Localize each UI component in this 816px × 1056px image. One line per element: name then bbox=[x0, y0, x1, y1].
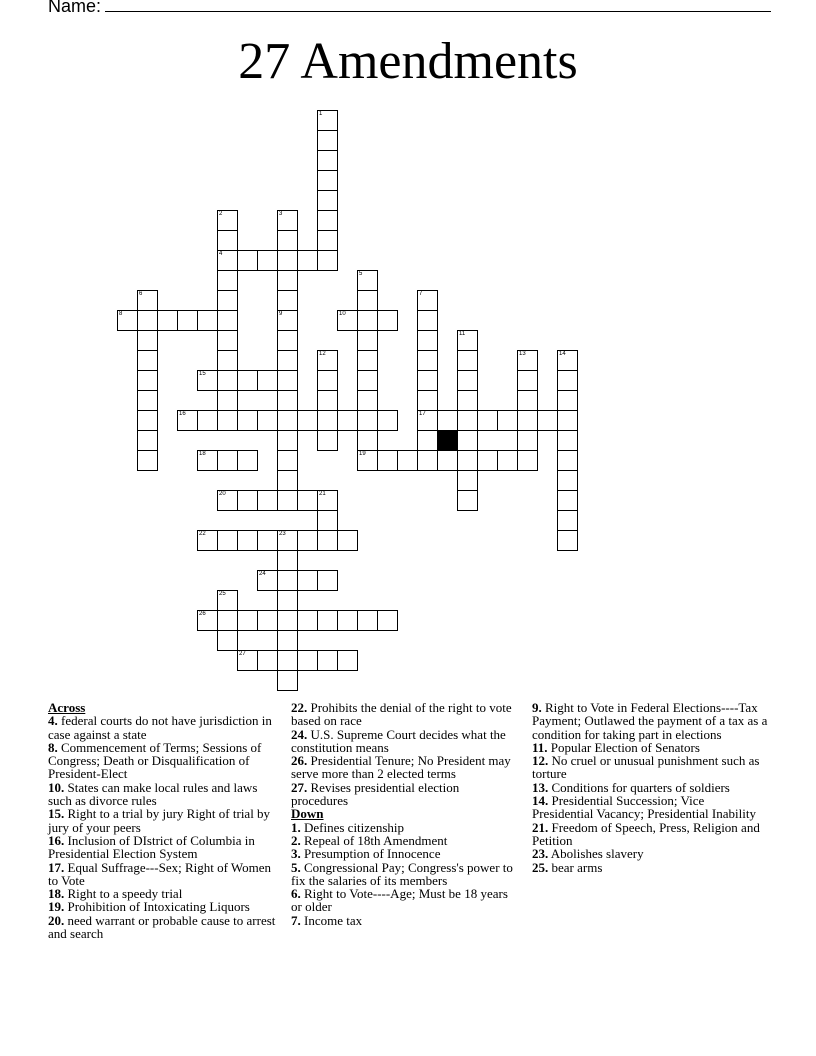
grid-cell[interactable] bbox=[297, 570, 318, 591]
grid-cell[interactable] bbox=[317, 370, 338, 391]
grid-cell[interactable] bbox=[457, 330, 478, 351]
grid-cell[interactable] bbox=[417, 370, 438, 391]
grid-cell[interactable] bbox=[277, 530, 298, 551]
grid-cell[interactable] bbox=[277, 490, 298, 511]
grid-cell[interactable] bbox=[377, 610, 398, 631]
clue-number: 19 bbox=[359, 451, 366, 457]
grid-cell[interactable] bbox=[417, 330, 438, 351]
grid-cell[interactable] bbox=[277, 570, 298, 591]
grid-cell[interactable] bbox=[217, 270, 238, 291]
grid-cell[interactable] bbox=[377, 410, 398, 431]
grid-cell[interactable] bbox=[217, 330, 238, 351]
grid-cell[interactable] bbox=[277, 370, 298, 391]
grid-cell[interactable] bbox=[317, 230, 338, 251]
grid-cell[interactable] bbox=[557, 450, 578, 471]
clue-number: 10 bbox=[339, 311, 346, 317]
clue-down-3: 3. Presumption of Innocence bbox=[291, 846, 441, 862]
grid-cell[interactable] bbox=[137, 350, 158, 371]
grid-cell[interactable] bbox=[277, 550, 298, 571]
clue-across-15: 15. Right to a trial by jury Right of trial by jury of your peers bbox=[48, 806, 271, 835]
grid-cell[interactable] bbox=[417, 430, 438, 451]
grid-cell[interactable] bbox=[177, 310, 198, 331]
clue-number: 3 bbox=[279, 211, 283, 217]
grid-cell[interactable] bbox=[217, 490, 238, 511]
grid-cell[interactable] bbox=[517, 410, 538, 431]
clue-number: 24 bbox=[259, 571, 266, 577]
grid-cell[interactable] bbox=[137, 450, 158, 471]
grid-cell[interactable] bbox=[277, 250, 298, 271]
grid-cell[interactable] bbox=[517, 350, 538, 371]
grid-cell[interactable] bbox=[357, 410, 378, 431]
clue-number: 11 bbox=[459, 331, 466, 337]
grid-cell[interactable] bbox=[297, 530, 318, 551]
grid-cell[interactable] bbox=[557, 470, 578, 491]
clue-down-9: 9. Right to Vote in Federal Elections----Tax Payment; Outlawed the payment of a tax as a condition for taking part in elections bbox=[532, 700, 768, 742]
grid-cell[interactable] bbox=[277, 350, 298, 371]
grid-cell[interactable] bbox=[337, 410, 358, 431]
clue-number: 7 bbox=[419, 291, 423, 297]
grid-cell[interactable] bbox=[357, 370, 378, 391]
grid-cell[interactable] bbox=[217, 230, 238, 251]
clue-down-6: 6. Right to Vote----Age; Must be 18 years or older bbox=[291, 886, 508, 915]
clue-number: 21 bbox=[319, 491, 326, 497]
grid-cell[interactable] bbox=[317, 130, 338, 151]
grid-cell[interactable] bbox=[217, 410, 238, 431]
grid-cell[interactable] bbox=[437, 450, 458, 471]
grid-cell[interactable] bbox=[457, 450, 478, 471]
clue-number: 8 bbox=[119, 311, 123, 317]
name-label: Name: bbox=[48, 0, 102, 16]
grid-cell[interactable] bbox=[317, 650, 338, 671]
grid-cell[interactable] bbox=[357, 430, 378, 451]
grid-cell[interactable] bbox=[357, 450, 378, 471]
grid-cell[interactable] bbox=[257, 570, 278, 591]
grid-cell[interactable] bbox=[137, 430, 158, 451]
grid-cell[interactable] bbox=[317, 210, 338, 231]
grid-cell[interactable] bbox=[557, 430, 578, 451]
grid-cell[interactable] bbox=[197, 370, 218, 391]
clue-across-26: 26. Presidential Tenure; No President may serve more than 2 elected terms bbox=[291, 753, 511, 782]
page-title: 27 Amendments bbox=[238, 33, 578, 90]
grid-cell[interactable] bbox=[557, 370, 578, 391]
clue-across-24: 24. U.S. Supreme Court decides what the constitution means bbox=[291, 726, 506, 755]
grid-cell[interactable] bbox=[317, 490, 338, 511]
grid-cell[interactable] bbox=[317, 350, 338, 371]
grid-cell[interactable] bbox=[317, 510, 338, 531]
down-heading: Down bbox=[291, 806, 324, 822]
grid-cell[interactable] bbox=[257, 250, 278, 271]
grid-cell[interactable] bbox=[197, 450, 218, 471]
grid-cell[interactable] bbox=[377, 310, 398, 331]
clue-down-21: 21. Freedom of Speech, Press, Religion and Petition bbox=[532, 819, 760, 848]
grid-cell[interactable] bbox=[277, 610, 298, 631]
grid-cell[interactable] bbox=[357, 610, 378, 631]
clue-across-19: 19. Prohibition of Intoxicating Liquors bbox=[48, 899, 250, 915]
grid-cell[interactable] bbox=[457, 490, 478, 511]
clue-down-7: 7. Income tax bbox=[291, 912, 363, 928]
grid-cell[interactable] bbox=[217, 310, 238, 331]
grid-cell[interactable] bbox=[217, 630, 238, 651]
grid-cell[interactable] bbox=[257, 530, 278, 551]
clue-across-16: 16. Inclusion of DIstrict of Columbia in Presidential Election System bbox=[48, 832, 255, 862]
grid-cell[interactable] bbox=[297, 610, 318, 631]
clue-number: 1 bbox=[319, 111, 323, 117]
grid-cell[interactable] bbox=[197, 310, 218, 331]
grid-cell[interactable] bbox=[417, 310, 438, 331]
grid-cell[interactable] bbox=[357, 390, 378, 411]
grid-cell[interactable] bbox=[277, 390, 298, 411]
grid-cell[interactable] bbox=[137, 330, 158, 351]
grid-cell[interactable] bbox=[277, 650, 298, 671]
grid-cell[interactable] bbox=[557, 410, 578, 431]
grid-cell[interactable] bbox=[557, 530, 578, 551]
grid-cell[interactable] bbox=[237, 450, 258, 471]
grid-cell[interactable] bbox=[477, 450, 498, 471]
clue-number: 9 bbox=[279, 311, 283, 317]
clue-number: 13 bbox=[519, 351, 526, 357]
grid-cell[interactable] bbox=[337, 650, 358, 671]
clue-number: 23 bbox=[279, 531, 286, 537]
grid-cell[interactable] bbox=[137, 310, 158, 331]
grid-cell[interactable] bbox=[217, 590, 238, 611]
grid-cell[interactable] bbox=[277, 410, 298, 431]
grid-cell[interactable] bbox=[557, 350, 578, 371]
grid-cell[interactable] bbox=[357, 310, 378, 331]
grid-cell[interactable] bbox=[237, 530, 258, 551]
grid-cell[interactable] bbox=[317, 610, 338, 631]
clue-down-25: 25. bear arms bbox=[532, 859, 603, 875]
grid-cell[interactable] bbox=[417, 350, 438, 371]
grid-cell[interactable] bbox=[297, 250, 318, 271]
grid-cell[interactable] bbox=[277, 310, 298, 331]
grid-cell[interactable] bbox=[297, 490, 318, 511]
grid-cell[interactable] bbox=[277, 670, 298, 691]
clue-number: 12 bbox=[319, 351, 326, 357]
clue-number: 22 bbox=[199, 531, 206, 537]
clue-number: 6 bbox=[139, 291, 143, 297]
clue-across-27: 27. Revises presidential election procedures bbox=[291, 779, 460, 809]
grid-cell[interactable] bbox=[237, 610, 258, 631]
grid-cell[interactable] bbox=[217, 350, 238, 371]
grid-cell[interactable] bbox=[197, 530, 218, 551]
clues-column-3 bbox=[532, 701, 768, 874]
grid-cell[interactable] bbox=[277, 270, 298, 291]
grid-cell[interactable] bbox=[517, 390, 538, 411]
grid-cell[interactable] bbox=[457, 370, 478, 391]
grid-cell[interactable] bbox=[457, 410, 478, 431]
clue-number: 26 bbox=[199, 611, 206, 617]
grid-cell[interactable] bbox=[197, 410, 218, 431]
grid-cell[interactable] bbox=[237, 650, 258, 671]
clue-across-8: 8. Commencement of Terms; Sessions of Congress; Death or Disqualification of President-Elect bbox=[48, 739, 262, 782]
clue-down-2: 2. Repeal of 18th Amendment bbox=[291, 832, 448, 848]
grid-cell[interactable] bbox=[357, 330, 378, 351]
blocked-cell bbox=[437, 430, 458, 451]
grid-cell[interactable] bbox=[497, 410, 518, 431]
grid-cell[interactable] bbox=[337, 610, 358, 631]
grid-cell[interactable] bbox=[317, 110, 338, 131]
grid-cell[interactable] bbox=[217, 210, 238, 231]
grid-cell[interactable] bbox=[237, 490, 258, 511]
grid-cell[interactable] bbox=[117, 310, 138, 331]
clues-column-1 bbox=[48, 701, 276, 940]
grid-cell[interactable] bbox=[457, 390, 478, 411]
grid-cell[interactable] bbox=[217, 610, 238, 631]
grid-cell[interactable] bbox=[537, 410, 558, 431]
clue-number: 15 bbox=[199, 371, 206, 377]
grid-cell[interactable] bbox=[317, 250, 338, 271]
grid-cell[interactable] bbox=[557, 490, 578, 511]
grid-cell[interactable] bbox=[277, 290, 298, 311]
grid-cell[interactable] bbox=[277, 210, 298, 231]
grid-cell[interactable] bbox=[517, 430, 538, 451]
clue-number: 2 bbox=[219, 211, 223, 217]
grid-cell[interactable] bbox=[277, 630, 298, 651]
grid-cell[interactable] bbox=[477, 410, 498, 431]
grid-cell[interactable] bbox=[297, 410, 318, 431]
grid-cell[interactable] bbox=[197, 610, 218, 631]
grid-cell[interactable] bbox=[317, 190, 338, 211]
grid-cell[interactable] bbox=[157, 310, 178, 331]
clue-number: 4 bbox=[219, 251, 223, 257]
grid-cell[interactable] bbox=[557, 390, 578, 411]
grid-cell[interactable] bbox=[417, 450, 438, 471]
grid-cell[interactable] bbox=[237, 410, 258, 431]
clue-number: 20 bbox=[219, 491, 226, 497]
grid-cell[interactable] bbox=[277, 590, 298, 611]
clue-down-1: 1. Defines citizenship bbox=[291, 819, 404, 835]
clue-across-10: 10. States can make local rules and laws such as divorce rules bbox=[48, 779, 258, 809]
grid-cell[interactable] bbox=[457, 350, 478, 371]
grid-cell[interactable] bbox=[357, 290, 378, 311]
grid-cell[interactable] bbox=[497, 450, 518, 471]
grid-cell[interactable] bbox=[177, 410, 198, 431]
clue-across-4: 4. federal courts do not have jurisdiction in case against a state bbox=[48, 713, 272, 742]
grid-cell[interactable] bbox=[517, 450, 538, 471]
grid-cell[interactable] bbox=[317, 390, 338, 411]
clue-across-17: 17. Equal Suffrage---Sex; Right of Women to Vote bbox=[48, 859, 272, 888]
clue-number: 27 bbox=[239, 651, 246, 657]
grid-cell[interactable] bbox=[277, 330, 298, 351]
clue-down-12: 12. No cruel or unusual punishment such as torture bbox=[532, 753, 760, 782]
grid-cell[interactable] bbox=[277, 450, 298, 471]
grid-cell[interactable] bbox=[237, 250, 258, 271]
grid-cell[interactable] bbox=[397, 450, 418, 471]
grid-cell[interactable] bbox=[457, 430, 478, 451]
grid-cell[interactable] bbox=[357, 270, 378, 291]
grid-cell[interactable] bbox=[417, 410, 438, 431]
clue-down-13: 13. Conditions for quarters of soldiers bbox=[532, 779, 730, 795]
grid-cell[interactable] bbox=[337, 530, 358, 551]
grid-cell[interactable] bbox=[417, 390, 438, 411]
clue-number: 25 bbox=[219, 591, 226, 597]
grid-cell[interactable] bbox=[237, 370, 258, 391]
grid-cell[interactable] bbox=[137, 290, 158, 311]
clue-down-14: 14. Presidential Succession; Vice Presidential Vacancy; Presidential Inability bbox=[532, 793, 756, 822]
grid-cell[interactable] bbox=[257, 410, 278, 431]
grid-cell[interactable] bbox=[277, 430, 298, 451]
clue-down-23: 23. Abolishes slavery bbox=[532, 846, 644, 862]
grid-cell[interactable] bbox=[357, 350, 378, 371]
grid-cell[interactable] bbox=[217, 290, 238, 311]
grid-cell[interactable] bbox=[377, 450, 398, 471]
grid-cell[interactable] bbox=[437, 410, 458, 431]
clue-number: 18 bbox=[199, 451, 206, 457]
grid-cell[interactable] bbox=[257, 610, 278, 631]
grid-cell[interactable] bbox=[217, 250, 238, 271]
across-heading: Across bbox=[48, 700, 86, 715]
grid-cell[interactable] bbox=[317, 410, 338, 431]
grid-cell[interactable] bbox=[457, 470, 478, 491]
grid-cell[interactable] bbox=[217, 530, 238, 551]
grid-cell[interactable] bbox=[317, 170, 338, 191]
grid-cell[interactable] bbox=[297, 650, 318, 671]
grid-cell[interactable] bbox=[317, 150, 338, 171]
grid-cell[interactable] bbox=[517, 370, 538, 391]
clue-number: 14 bbox=[559, 351, 566, 357]
grid-cell[interactable] bbox=[277, 470, 298, 491]
grid-cell[interactable] bbox=[257, 370, 278, 391]
grid-cell[interactable] bbox=[217, 450, 238, 471]
grid-cell[interactable] bbox=[137, 390, 158, 411]
clue-across-18: 18. Right to a speedy trial bbox=[48, 886, 183, 902]
grid-cell[interactable] bbox=[257, 490, 278, 511]
clue-number: 5 bbox=[359, 271, 363, 277]
clue-down-11: 11. Popular Election of Senators bbox=[532, 739, 700, 755]
grid-cell[interactable] bbox=[137, 410, 158, 431]
grid-cell[interactable] bbox=[257, 650, 278, 671]
grid-cell[interactable] bbox=[337, 310, 358, 331]
grid-cell[interactable] bbox=[277, 230, 298, 251]
clue-across-20: 20. need warrant or probable cause to arrest and search bbox=[48, 912, 276, 942]
grid-cell[interactable] bbox=[557, 510, 578, 531]
grid-cell[interactable] bbox=[137, 370, 158, 391]
grid-cell[interactable] bbox=[217, 390, 238, 411]
grid-cell[interactable] bbox=[317, 530, 338, 551]
clue-number: 17 bbox=[419, 411, 426, 417]
clues-column-2 bbox=[291, 701, 519, 927]
clue-down-5: 5. Congressional Pay; Congress's power to fix the salaries of its members bbox=[291, 859, 513, 888]
grid-cell[interactable] bbox=[317, 430, 338, 451]
grid-cell[interactable] bbox=[217, 370, 238, 391]
grid-cell[interactable] bbox=[317, 570, 338, 591]
clue-number: 16 bbox=[179, 411, 186, 417]
clue-across-22: 22. Prohibits the denial of the right to vote based on race bbox=[291, 700, 512, 729]
grid-cell[interactable] bbox=[417, 290, 438, 311]
